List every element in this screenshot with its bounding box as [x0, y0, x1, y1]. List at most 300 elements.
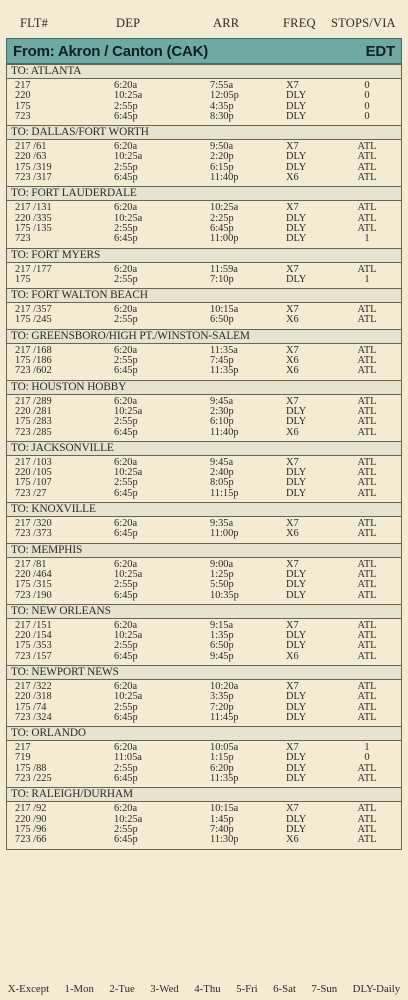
destination-section — [7, 502, 401, 543]
departure-time: 2:55p — [114, 355, 138, 367]
flight-number: 217 /151 — [15, 619, 52, 631]
departure-time: 6:45p — [114, 773, 138, 785]
frequency: X7 — [286, 456, 299, 468]
stops-via: ATL — [357, 222, 377, 234]
stops-via: ATL — [357, 701, 377, 713]
destination-heading: TO: ORLANDO — [7, 726, 401, 741]
destination-heading: TO: FORT WALTON BEACH — [7, 288, 401, 303]
departure-time: 6:45p — [114, 834, 138, 846]
flight-number: 217 /320 — [15, 518, 52, 530]
arrival-time: 10:25a — [210, 202, 239, 214]
departure-time: 6:45p — [114, 528, 138, 540]
flight-row — [7, 478, 401, 488]
legend-item: DLY-Daily — [352, 983, 401, 995]
flight-number: 220 /105 — [15, 467, 52, 479]
flight-number: 217 /131 — [15, 202, 52, 214]
stops-via: ATL — [357, 568, 377, 580]
stops-via: ATL — [357, 344, 377, 356]
frequency: DLY — [286, 100, 307, 112]
arrival-time: 11:45p — [210, 711, 239, 723]
stops-via: ATL — [357, 762, 377, 774]
arrival-time: 11:00p — [210, 528, 239, 540]
stops-via: ATL — [357, 172, 377, 184]
frequency: X6 — [286, 426, 299, 438]
stops-via: ATL — [357, 773, 377, 785]
departure-time: 6:20a — [114, 395, 138, 407]
arrival-time: 11:00p — [210, 233, 239, 245]
frequency: X7 — [286, 344, 299, 356]
frequency-legend — [0, 981, 408, 997]
flight-row — [7, 682, 401, 692]
departure-time: 6:20a — [114, 619, 138, 631]
stops-via: ATL — [357, 650, 377, 662]
arrival-time: 3:35p — [210, 691, 234, 703]
frequency: X6 — [286, 355, 299, 367]
col-departure: DEP — [116, 16, 141, 30]
col-stops-via: STOPS/VIA — [331, 16, 396, 30]
stops-via: ATL — [357, 487, 377, 499]
arrival-time: 8:05p — [210, 477, 234, 489]
departure-time: 2:55p — [114, 314, 138, 326]
arrival-time: 10:15a — [210, 304, 239, 316]
frequency: X7 — [286, 304, 299, 316]
flight-row — [7, 305, 401, 315]
flight-row — [7, 397, 401, 407]
flight-number: 723 /373 — [15, 528, 52, 540]
arrival-time: 2:40p — [210, 467, 234, 479]
flight-number: 217 /289 — [15, 395, 52, 407]
frequency: X6 — [286, 314, 299, 326]
departure-time: 2:55p — [114, 762, 138, 774]
flight-row — [7, 835, 401, 845]
flight-row — [7, 529, 401, 539]
flight-row — [7, 275, 401, 285]
departure-time: 2:55p — [114, 477, 138, 489]
destination-heading: TO: KNOXVILLE — [7, 502, 401, 517]
stops-via: ATL — [357, 161, 377, 173]
flight-row — [7, 560, 401, 570]
arrival-time: 7:20p — [210, 701, 234, 713]
frequency: DLY — [286, 233, 307, 245]
arrival-time: 1:35p — [210, 630, 234, 642]
flight-number: 723 /66 — [15, 834, 47, 846]
arrival-time: 7:40p — [210, 823, 234, 835]
departure-time: 6:20a — [114, 456, 138, 468]
stops-via: ATL — [357, 813, 377, 825]
flight-row — [7, 713, 401, 723]
stops-via: ATL — [357, 558, 377, 570]
arrival-time: 10:05a — [210, 742, 239, 754]
departure-time: 6:20a — [114, 141, 138, 153]
departure-time: 6:45p — [114, 365, 138, 377]
flight-row — [7, 152, 401, 162]
destination-heading: TO: RALEIGH/DURHAM — [7, 787, 401, 802]
destination-section — [7, 665, 401, 726]
destination-section — [7, 441, 401, 502]
flight-number: 217 /322 — [15, 680, 52, 692]
departure-time: 6:20a — [114, 803, 138, 815]
arrival-time: 4:35p — [210, 100, 234, 112]
destination-heading: TO: JACKSONVILLE — [7, 441, 401, 456]
frequency: DLY — [286, 701, 307, 713]
departure-time: 6:20a — [114, 742, 138, 754]
flight-row — [7, 774, 401, 784]
departure-time: 2:55p — [114, 273, 138, 285]
flight-number: 217 /168 — [15, 344, 52, 356]
destination-heading: TO: HOUSTON HOBBY — [7, 380, 401, 395]
destination-section — [7, 604, 401, 665]
stops-via: 0 — [364, 80, 370, 91]
frequency: DLY — [286, 90, 307, 102]
frequency: DLY — [286, 405, 307, 417]
destination-section — [7, 125, 401, 186]
stops-via: ATL — [357, 711, 377, 723]
frequency: DLY — [286, 630, 307, 642]
flight-row — [7, 214, 401, 224]
flight-number: 719 — [15, 752, 31, 764]
departure-time: 6:45p — [114, 650, 138, 662]
flight-row — [7, 142, 401, 152]
destination-section — [7, 380, 401, 441]
stops-via: ATL — [357, 579, 377, 591]
schedule-table — [6, 64, 402, 850]
flight-row — [7, 692, 401, 702]
frequency: X7 — [286, 742, 299, 754]
departure-time: 6:20a — [114, 344, 138, 356]
flight-row — [7, 489, 401, 499]
arrival-time: 10:15a — [210, 803, 239, 815]
departure-time: 10:25a — [114, 691, 143, 703]
stops-via: ATL — [357, 823, 377, 835]
legend-item: 1-Mon — [64, 983, 94, 995]
departure-time: 2:55p — [114, 161, 138, 173]
legend-item: 2-Tue — [109, 983, 135, 995]
flight-row — [7, 631, 401, 641]
departure-time: 11:05a — [114, 752, 142, 764]
stops-via: ATL — [357, 619, 377, 631]
stops-via: ATL — [357, 834, 377, 846]
arrival-time: 11:15p — [210, 487, 239, 499]
frequency: X6 — [286, 528, 299, 540]
flight-row — [7, 815, 401, 825]
departure-time: 10:25a — [114, 813, 143, 825]
arrival-time: 8:30p — [210, 110, 234, 122]
flight-number: 217 /177 — [15, 263, 52, 275]
flight-number: 220 /464 — [15, 568, 52, 580]
departure-time: 2:55p — [114, 701, 138, 713]
stops-via: ATL — [357, 395, 377, 407]
arrival-time: 7:55a — [210, 80, 234, 91]
flight-number: 220 /154 — [15, 630, 52, 642]
arrival-time: 6:50p — [210, 640, 234, 652]
arrival-time: 9:45p — [210, 650, 234, 662]
frequency: DLY — [286, 823, 307, 835]
flight-number: 723 /157 — [15, 650, 52, 662]
frequency: DLY — [286, 813, 307, 825]
flight-row — [7, 764, 401, 774]
legend-item: 5-Fri — [236, 983, 258, 995]
legend-item: 6-Sat — [273, 983, 296, 995]
stops-via: ATL — [357, 477, 377, 489]
arrival-time: 1:45p — [210, 813, 234, 825]
flight-number: 175 /245 — [15, 314, 52, 326]
destination-section — [7, 543, 401, 604]
flight-number: 217 /357 — [15, 304, 52, 316]
destination-section — [7, 186, 401, 247]
stops-via: ATL — [357, 630, 377, 642]
destination-section — [7, 288, 401, 329]
flight-number: 175 /283 — [15, 416, 52, 428]
flight-row — [7, 804, 401, 814]
flight-number: 175 /88 — [15, 762, 47, 774]
departure-time: 6:20a — [114, 680, 138, 692]
flight-number: 220 — [15, 90, 31, 102]
arrival-time: 7:45p — [210, 355, 234, 367]
departure-time: 6:20a — [114, 304, 138, 316]
column-header — [0, 0, 408, 38]
departure-time: 10:25a — [114, 568, 143, 580]
frequency: DLY — [286, 273, 307, 285]
frequency: X7 — [286, 263, 299, 275]
stops-via: 1 — [364, 233, 370, 245]
destination-heading: TO: MEMPHIS — [7, 543, 401, 558]
frequency: DLY — [286, 467, 307, 479]
arrival-time: 11:40p — [210, 172, 239, 184]
frequency: X6 — [286, 650, 299, 662]
stops-via: 1 — [364, 273, 370, 285]
flight-row — [7, 102, 401, 112]
col-arrival: ARR — [213, 16, 240, 30]
frequency: DLY — [286, 568, 307, 580]
frequency: DLY — [286, 579, 307, 591]
departure-time: 6:45p — [114, 233, 138, 245]
departure-time: 6:20a — [114, 80, 138, 91]
stops-via: 0 — [364, 90, 370, 102]
destination-heading: TO: DALLAS/FORT WORTH — [7, 125, 401, 140]
stops-via: ATL — [357, 304, 377, 316]
departure-time: 10:25a — [114, 467, 143, 479]
flight-row — [7, 743, 401, 753]
departure-time: 2:55p — [114, 640, 138, 652]
frequency: DLY — [286, 416, 307, 428]
origin-label: From: Akron / Canton (CAK) — [13, 42, 209, 60]
arrival-time: 10:35p — [210, 589, 239, 601]
arrival-time: 11:59a — [210, 263, 238, 275]
stops-via: ATL — [357, 456, 377, 468]
flight-number: 723 /602 — [15, 365, 52, 377]
flight-number: 217 — [15, 742, 31, 754]
stops-via: ATL — [357, 151, 377, 163]
flight-number: 723 — [15, 110, 31, 122]
flight-row — [7, 112, 401, 122]
flight-row — [7, 173, 401, 183]
flight-row — [7, 641, 401, 651]
flight-number: 175 /74 — [15, 701, 47, 713]
frequency: DLY — [286, 640, 307, 652]
departure-time: 6:45p — [114, 487, 138, 499]
flight-row — [7, 417, 401, 427]
frequency: X7 — [286, 558, 299, 570]
frequency: X7 — [286, 619, 299, 631]
flight-number: 217 /81 — [15, 558, 47, 570]
flight-row — [7, 265, 401, 275]
frequency: DLY — [286, 222, 307, 234]
departure-time: 2:55p — [114, 222, 138, 234]
flight-number: 175 /353 — [15, 640, 52, 652]
frequency: DLY — [286, 589, 307, 601]
departure-time: 6:20a — [114, 263, 138, 275]
arrival-time: 9:00a — [210, 558, 234, 570]
frequency: DLY — [286, 477, 307, 489]
arrival-time: 6:10p — [210, 416, 234, 428]
frequency: DLY — [286, 691, 307, 703]
departure-time: 2:55p — [114, 416, 138, 428]
destination-section — [7, 64, 401, 125]
flight-number: 175 /319 — [15, 161, 52, 173]
arrival-time: 6:45p — [210, 222, 234, 234]
flight-number: 175 /135 — [15, 222, 52, 234]
frequency: DLY — [286, 110, 307, 122]
departure-time: 10:25a — [114, 151, 143, 163]
arrival-time: 11:35p — [210, 365, 239, 377]
stops-via: ATL — [357, 314, 377, 326]
frequency: X7 — [286, 680, 299, 692]
flight-number: 175 — [15, 100, 31, 112]
flight-number: 220 /281 — [15, 405, 52, 417]
flight-number: 175 /107 — [15, 477, 52, 489]
frequency: DLY — [286, 752, 307, 764]
flight-row — [7, 203, 401, 213]
flight-number: 723 /317 — [15, 172, 52, 184]
time-zone: EDT — [365, 42, 395, 60]
arrival-time: 2:25p — [210, 212, 234, 224]
legend-item: X-Except — [7, 983, 50, 995]
arrival-time: 6:50p — [210, 314, 234, 326]
flight-row — [7, 652, 401, 662]
departure-time: 6:45p — [114, 172, 138, 184]
flight-number: 723 /27 — [15, 487, 47, 499]
frequency: DLY — [286, 762, 307, 774]
arrival-time: 11:40p — [210, 426, 239, 438]
destination-heading: TO: FORT LAUDERDALE — [7, 186, 401, 201]
arrival-time: 11:30p — [210, 834, 239, 846]
arrival-time: 1:25p — [210, 568, 234, 580]
stops-via: 0 — [364, 752, 370, 764]
arrival-time: 12:05p — [210, 90, 239, 102]
frequency: DLY — [286, 161, 307, 173]
flight-number: 175 — [15, 273, 31, 285]
departure-time: 6:20a — [114, 518, 138, 530]
legend-item: 4-Thu — [194, 983, 221, 995]
flight-row — [7, 366, 401, 376]
frequency: X7 — [286, 141, 299, 153]
arrival-time: 11:35a — [210, 344, 238, 356]
flight-number: 175 /315 — [15, 579, 52, 591]
arrival-time: 11:35p — [210, 773, 239, 785]
flight-row — [7, 580, 401, 590]
frequency: DLY — [286, 711, 307, 723]
flight-row — [7, 570, 401, 580]
arrival-time: 5:50p — [210, 579, 234, 591]
stops-via: ATL — [357, 518, 377, 530]
departure-time: 6:45p — [114, 426, 138, 438]
stops-via: ATL — [357, 355, 377, 367]
flight-row — [7, 315, 401, 325]
destination-heading: TO: FORT MYERS — [7, 248, 401, 263]
destination-section — [7, 248, 401, 289]
flight-row — [7, 428, 401, 438]
frequency: DLY — [286, 151, 307, 163]
departure-time: 2:55p — [114, 823, 138, 835]
frequency: X7 — [286, 80, 299, 91]
departure-time: 6:45p — [114, 589, 138, 601]
flight-row — [7, 91, 401, 101]
departure-time: 6:45p — [114, 711, 138, 723]
stops-via: ATL — [357, 589, 377, 601]
frequency: X7 — [286, 202, 299, 214]
stops-via: ATL — [357, 212, 377, 224]
flight-number: 220 /90 — [15, 813, 47, 825]
stops-via: ATL — [357, 416, 377, 428]
departure-time: 10:25a — [114, 630, 143, 642]
stops-via: 1 — [364, 742, 370, 754]
arrival-time: 9:15a — [210, 619, 234, 631]
stops-via: ATL — [357, 528, 377, 540]
frequency: X6 — [286, 172, 299, 184]
departure-time: 2:55p — [114, 100, 138, 112]
frequency: X7 — [286, 395, 299, 407]
arrival-time: 9:50a — [210, 141, 234, 153]
flight-number: 220 /318 — [15, 691, 52, 703]
flight-number: 175 /96 — [15, 823, 47, 835]
stops-via: 0 — [364, 100, 370, 112]
departure-time: 6:45p — [114, 110, 138, 122]
arrival-time: 7:10p — [210, 273, 234, 285]
flight-row — [7, 458, 401, 468]
arrival-time: 6:20p — [210, 762, 234, 774]
flight-number: 217 /92 — [15, 803, 47, 815]
flight-row — [7, 703, 401, 713]
frequency: DLY — [286, 212, 307, 224]
flight-number: 217 — [15, 80, 31, 91]
col-flight: FLT# — [20, 16, 49, 30]
flight-row — [7, 346, 401, 356]
flight-row — [7, 468, 401, 478]
departure-time: 6:20a — [114, 558, 138, 570]
arrival-time: 2:30p — [210, 405, 234, 417]
flight-number: 723 — [15, 233, 31, 245]
flight-number: 723 /190 — [15, 589, 52, 601]
departure-time: 10:25a — [114, 405, 143, 417]
departure-time: 10:25a — [114, 212, 143, 224]
destination-section — [7, 329, 401, 380]
arrival-time: 9:35a — [210, 518, 234, 530]
flight-row — [7, 407, 401, 417]
stops-via: ATL — [357, 426, 377, 438]
legend-item: 7-Sun — [311, 983, 338, 995]
destination-heading: TO: NEW ORLEANS — [7, 604, 401, 619]
stops-via: ATL — [357, 365, 377, 377]
frequency: X7 — [286, 518, 299, 530]
flight-row — [7, 163, 401, 173]
flight-row — [7, 621, 401, 631]
col-frequency: FREQ — [283, 16, 316, 30]
flight-number: 217 /103 — [15, 456, 52, 468]
flight-number: 175 /186 — [15, 355, 52, 367]
stops-via: ATL — [357, 691, 377, 703]
origin-banner — [6, 38, 402, 64]
frequency: X6 — [286, 365, 299, 377]
